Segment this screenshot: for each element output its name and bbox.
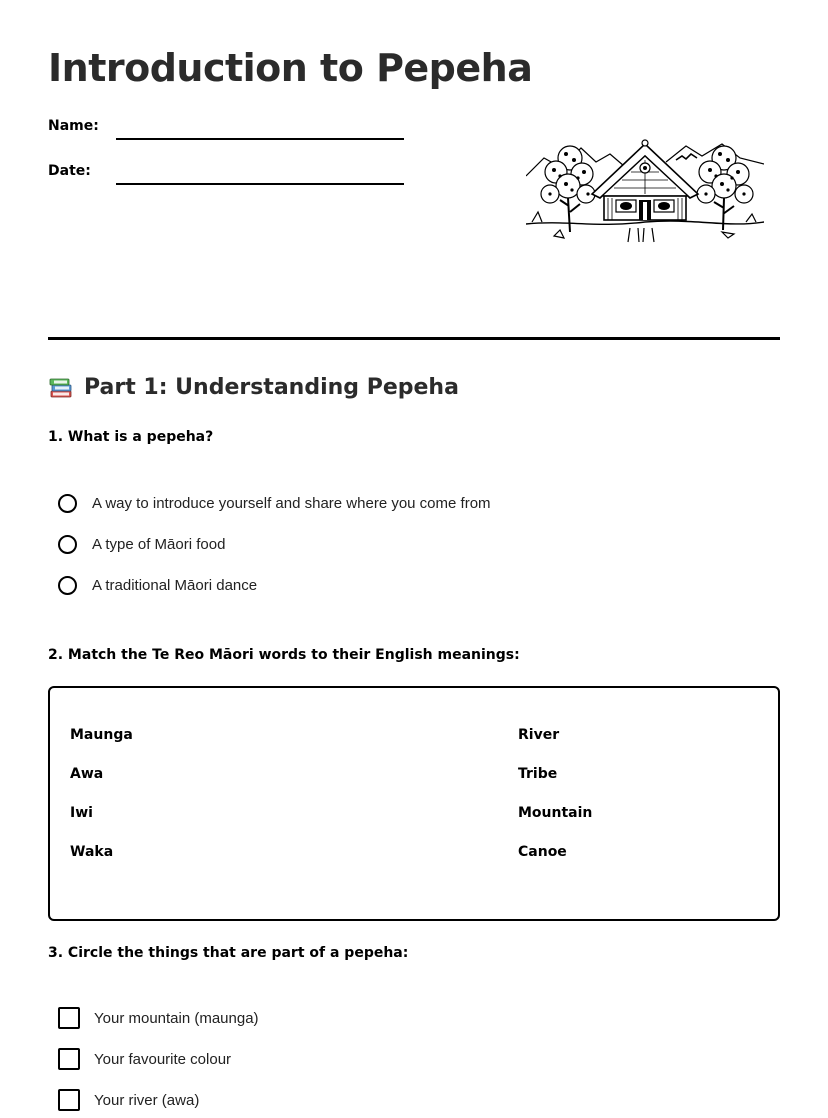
question-3: 3. Circle the things that are part of a pepeha: (48, 945, 409, 961)
part1-heading-text: Part 1: Understanding Pepeha (84, 374, 459, 400)
name-field[interactable] (48, 118, 408, 142)
part1-heading (48, 374, 459, 400)
maori-word[interactable]: Awa (70, 766, 104, 782)
checkbox[interactable] (58, 1048, 80, 1070)
matching-box (48, 686, 780, 921)
page-title: Introduction to Pepeha (48, 46, 533, 90)
wharenui-illustration (526, 136, 764, 244)
english-word[interactable]: River (518, 727, 560, 743)
name-label: Name: (48, 118, 99, 134)
question-2: 2. Match the Te Reo Māori words to their English meanings: (48, 647, 520, 663)
q3-option[interactable] (58, 1047, 231, 1071)
radio-button[interactable] (58, 576, 77, 595)
maori-word[interactable]: Iwi (70, 805, 93, 821)
english-word[interactable]: Mountain (518, 805, 593, 821)
name-write-line[interactable] (116, 138, 404, 140)
books-icon (48, 374, 74, 400)
q3-option-label: Your favourite colour (94, 1050, 232, 1068)
maori-word[interactable]: Maunga (70, 727, 133, 743)
q1-option-label: A traditional Māori dance (92, 576, 258, 594)
q3-option[interactable] (58, 1088, 199, 1112)
section-divider (48, 337, 780, 340)
english-word[interactable]: Canoe (518, 844, 567, 860)
maori-word[interactable]: Waka (70, 844, 114, 860)
q3-option-label: Your mountain (maunga) (94, 1009, 259, 1027)
date-field[interactable] (48, 163, 408, 187)
radio-button[interactable] (58, 494, 77, 513)
q1-option[interactable] (58, 491, 491, 515)
checkbox[interactable] (58, 1007, 80, 1029)
radio-button[interactable] (58, 535, 77, 554)
q3-option-label: Your river (awa) (94, 1091, 200, 1109)
date-write-line[interactable] (116, 183, 404, 185)
checkbox[interactable] (58, 1089, 80, 1111)
date-label: Date: (48, 163, 91, 179)
q1-option[interactable] (58, 532, 225, 556)
q1-option-label: A way to introduce yourself and share where you come from (92, 494, 491, 512)
english-word[interactable]: Tribe (518, 766, 558, 782)
q1-option-label: A type of Māori food (92, 535, 226, 553)
q3-option[interactable] (58, 1006, 259, 1030)
q1-option[interactable] (58, 573, 257, 597)
question-1: 1. What is a pepeha? (48, 429, 214, 445)
